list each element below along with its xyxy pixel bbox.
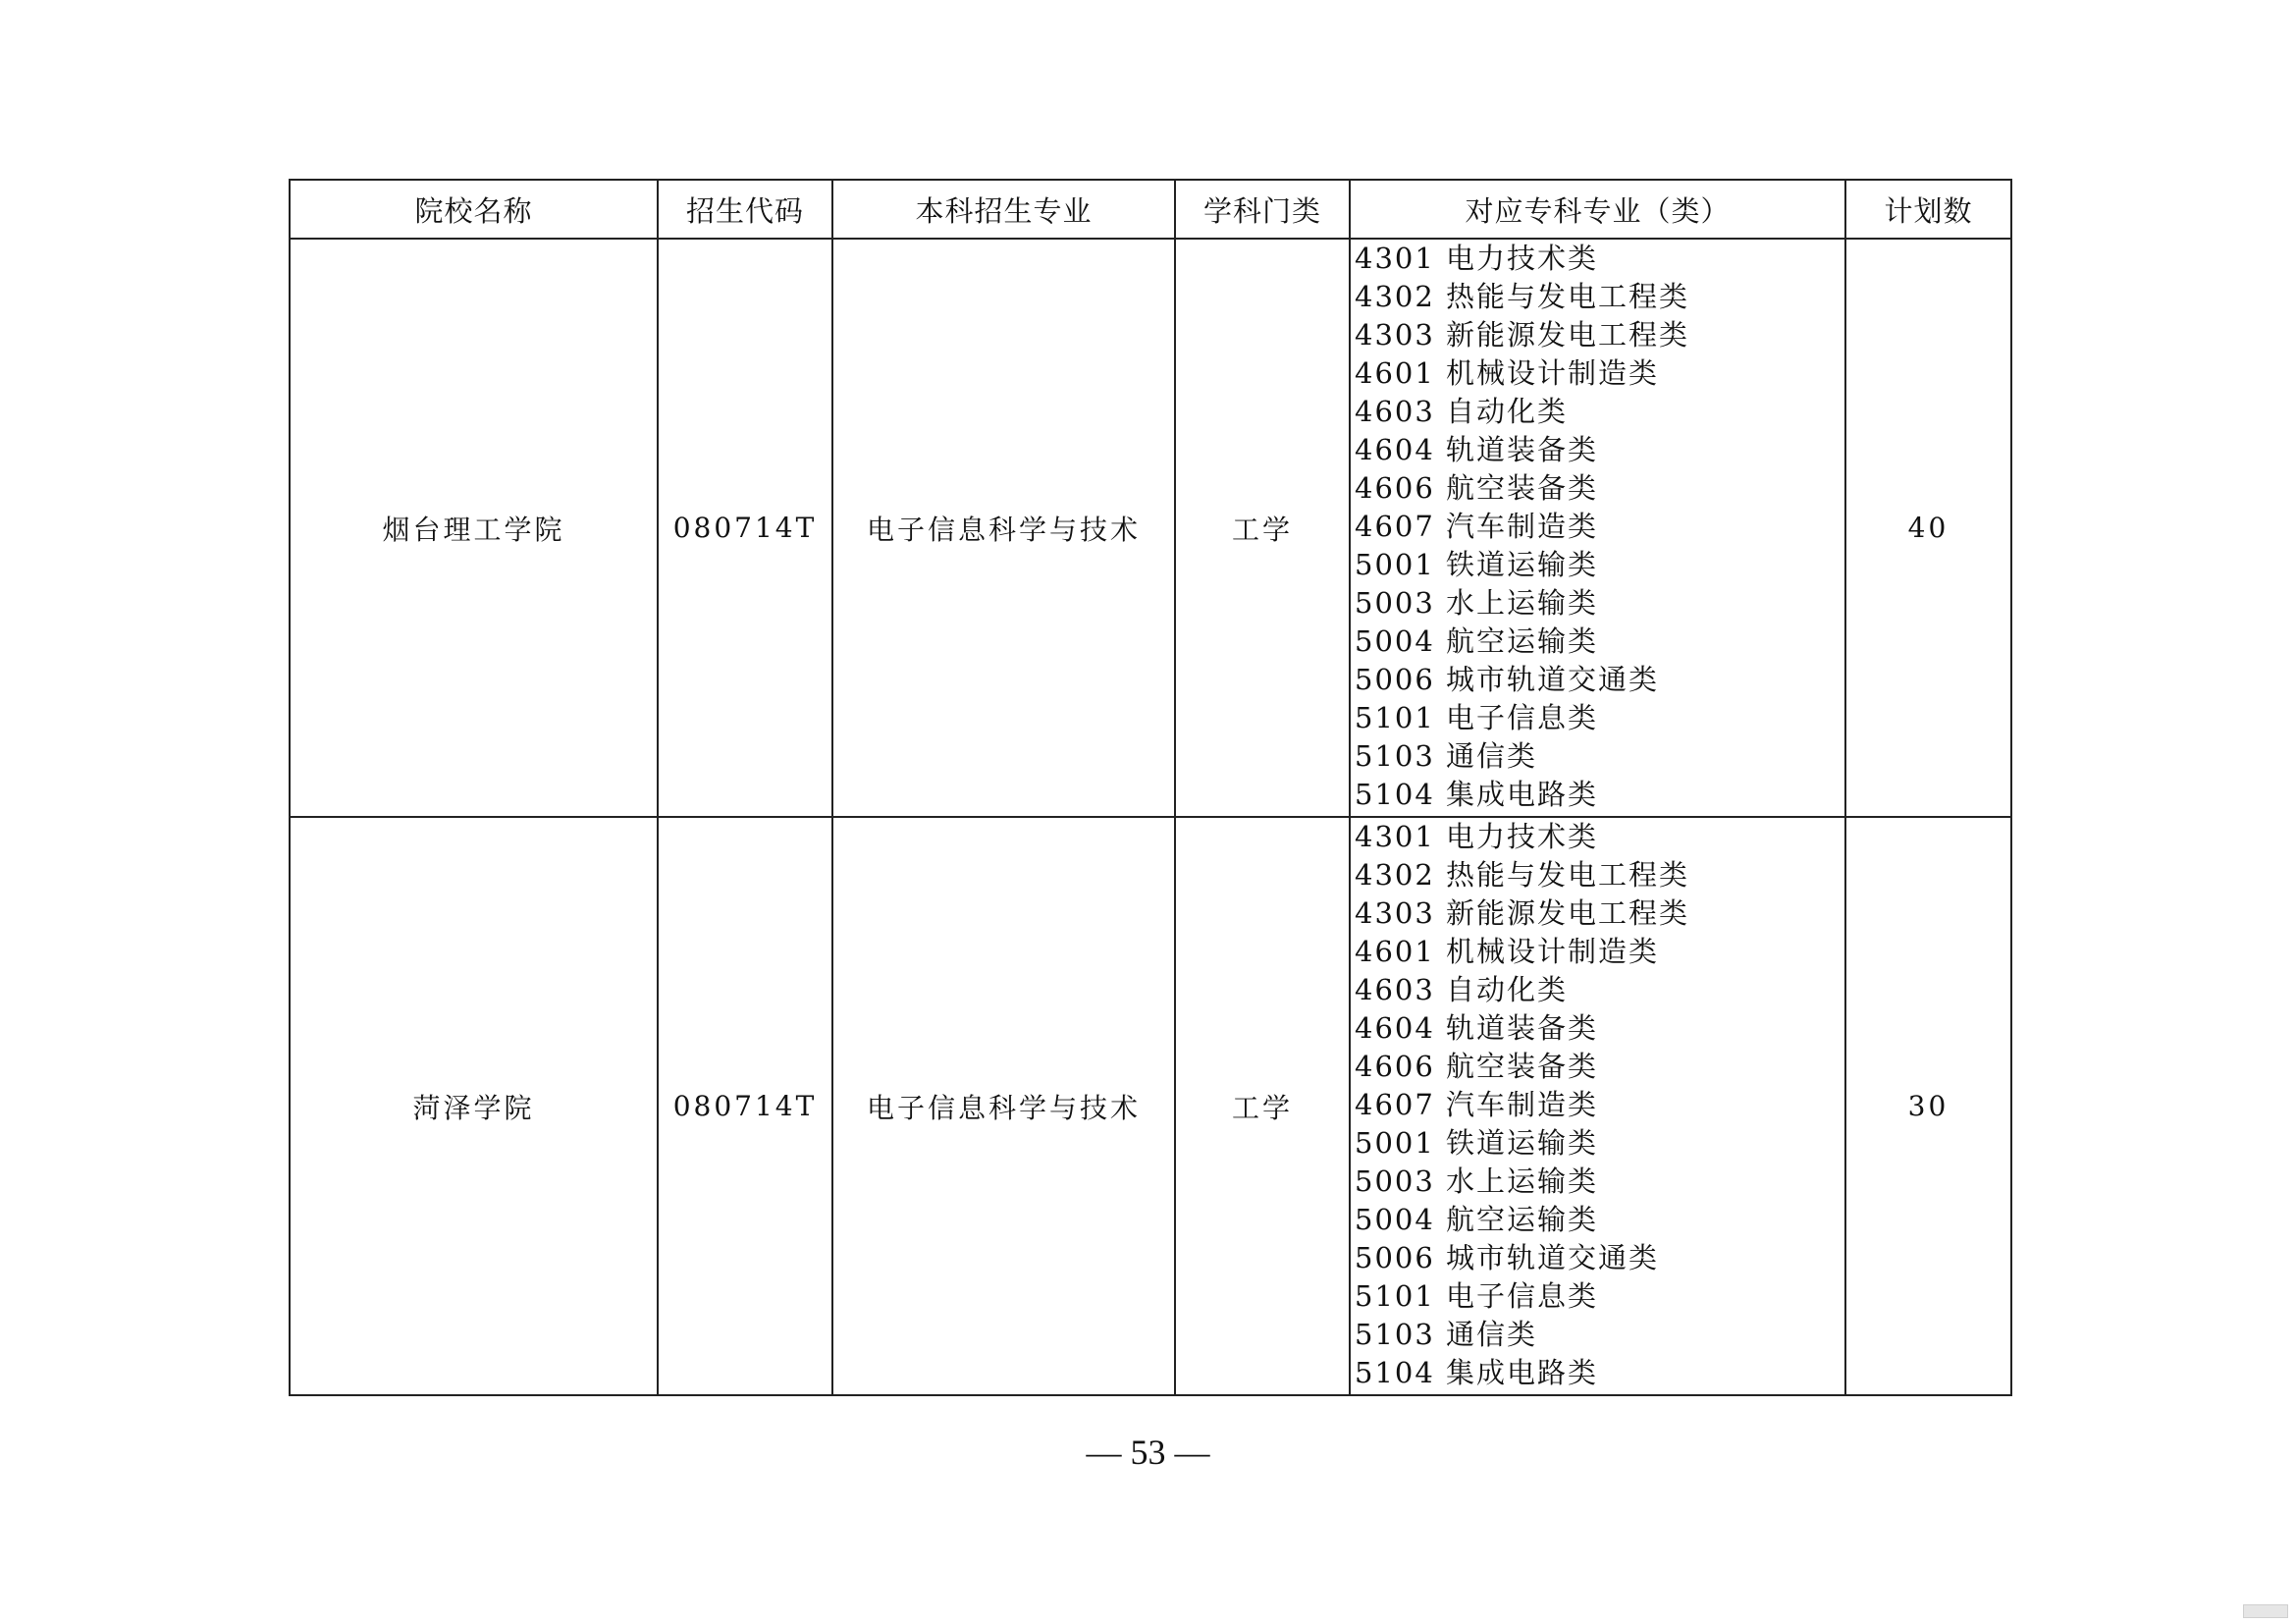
table-header	[290, 180, 2011, 239]
header-row	[290, 180, 2011, 239]
related-majors-cell	[1350, 817, 1845, 1395]
plan-count-cell: 30	[1845, 817, 2011, 1395]
related-major-item: 5101 电子信息类	[1355, 1279, 1599, 1313]
school-name-cell: 菏泽学院	[290, 817, 658, 1395]
related-major-item: 4302 热能与发电工程类	[1355, 280, 1690, 313]
header-enrollment-code: 招生代码	[658, 180, 832, 239]
related-majors-cell	[1350, 239, 1845, 817]
related-major-item: 5001 铁道运输类	[1355, 1126, 1599, 1160]
enrollment-code-cell: 080714T	[658, 239, 832, 817]
enrollment-plan-table	[289, 179, 2012, 1396]
related-major-item: 5104 集成电路类	[1355, 778, 1599, 811]
related-major-item: 5104 集成电路类	[1355, 1356, 1599, 1389]
undergraduate-major-cell: 电子信息科学与技术	[832, 817, 1175, 1395]
header-plan-count: 计划数	[1845, 180, 2011, 239]
header-discipline-category: 学科门类	[1175, 180, 1350, 239]
plan-count-cell: 40	[1845, 239, 2011, 817]
enrollment-code-cell: 080714T	[658, 817, 832, 1395]
related-major-item: 4603 自动化类	[1355, 395, 1569, 428]
table-row	[290, 239, 2011, 817]
discipline-category-cell: 工学	[1175, 817, 1350, 1395]
related-major-item: 4301 电力技术类	[1355, 820, 1599, 853]
school-name-cell: 烟台理工学院	[290, 239, 658, 817]
related-major-item: 5003 水上运输类	[1355, 1164, 1599, 1198]
related-major-item: 5101 电子信息类	[1355, 701, 1599, 734]
watermark-stamp	[2243, 1604, 2288, 1618]
related-major-item: 4607 汽车制造类	[1355, 1088, 1599, 1121]
related-major-item: 4301 电力技术类	[1355, 242, 1599, 275]
related-major-item: 4606 航空装备类	[1355, 471, 1599, 505]
related-major-item: 5103 通信类	[1355, 1318, 1538, 1351]
related-major-item: 5004 航空运输类	[1355, 1203, 1599, 1236]
related-major-item: 4601 机械设计制造类	[1355, 935, 1660, 968]
related-major-item: 4303 新能源发电工程类	[1355, 318, 1690, 352]
related-major-item: 4303 新能源发电工程类	[1355, 896, 1690, 930]
related-major-item: 4604 轨道装备类	[1355, 433, 1599, 466]
related-major-item: 5001 铁道运输类	[1355, 548, 1599, 581]
undergraduate-major-cell: 电子信息科学与技术	[832, 239, 1175, 817]
related-major-item: 4604 轨道装备类	[1355, 1011, 1599, 1045]
related-major-item: 5006 城市轨道交通类	[1355, 1241, 1660, 1274]
related-major-item: 5006 城市轨道交通类	[1355, 663, 1660, 696]
table-row	[290, 817, 2011, 1395]
related-major-item: 4606 航空装备类	[1355, 1050, 1599, 1083]
related-major-item: 4607 汽车制造类	[1355, 510, 1599, 543]
related-major-item: 5004 航空运输类	[1355, 624, 1599, 658]
related-major-item: 5103 通信类	[1355, 739, 1538, 773]
related-major-item: 4601 机械设计制造类	[1355, 356, 1660, 390]
related-major-item: 5003 水上运输类	[1355, 586, 1599, 620]
header-school-name: 院校名称	[290, 180, 658, 239]
header-undergraduate-major: 本科招生专业	[832, 180, 1175, 239]
discipline-category-cell: 工学	[1175, 239, 1350, 817]
header-related-college-majors: 对应专科专业（类）	[1350, 180, 1845, 239]
related-major-item: 4603 自动化类	[1355, 973, 1569, 1006]
related-major-item: 4302 热能与发电工程类	[1355, 858, 1690, 892]
page-number: — 53 —	[1086, 1433, 1210, 1472]
